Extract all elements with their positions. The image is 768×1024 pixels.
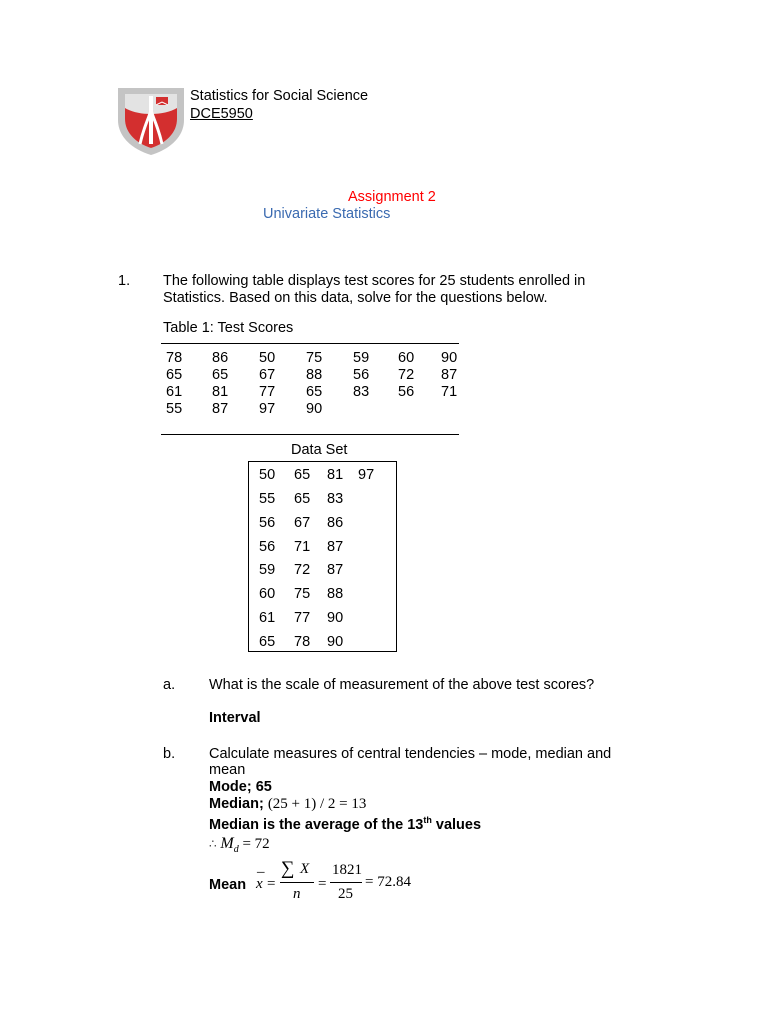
dataset-cell: 97: [358, 467, 375, 483]
median-note-text: Median is the average of the 13: [209, 817, 424, 833]
table-cell: 65: [212, 367, 229, 383]
dataset-cell: 56: [259, 515, 276, 531]
numerator: 1821: [332, 862, 362, 878]
table-cell: 67: [259, 367, 276, 383]
table-cell: 78: [166, 350, 183, 366]
dataset-cell: 55: [259, 491, 276, 507]
table-cell: 56: [398, 384, 415, 400]
table-cell: 55: [166, 401, 183, 417]
table-cell: 90: [306, 401, 323, 417]
mean-value: = 72.84: [365, 874, 411, 890]
part-b-question-line1: Calculate measures of central tendencies – mode, median and: [209, 746, 612, 762]
therefore-symbol: ∴: [209, 837, 217, 851]
part-b-label: b.: [163, 746, 176, 762]
fraction-line: [280, 882, 314, 883]
median-value: = 72: [242, 836, 270, 852]
dataset-cell: 56: [259, 539, 276, 555]
sample-size: n: [293, 886, 301, 902]
table-cell: 59: [353, 350, 370, 366]
table-cell: 87: [441, 367, 458, 383]
table-cell: 65: [166, 367, 183, 383]
university-logo: [116, 86, 186, 156]
dataset-cell: 50: [259, 467, 276, 483]
dataset-cell: 65: [259, 634, 276, 650]
table-cell: 72: [398, 367, 415, 383]
dataset-box: [248, 461, 397, 652]
table-cell: 83: [353, 384, 370, 400]
part-a-label: a.: [163, 677, 176, 693]
dataset-cell: 65: [294, 491, 311, 507]
part-a-answer: Interval: [209, 710, 261, 726]
table-bottom-rule: [161, 434, 459, 435]
median-label: Median;: [209, 796, 264, 812]
table-cell: 87: [212, 401, 229, 417]
median-note-sup: th: [423, 815, 432, 826]
median-symbol: M: [220, 835, 234, 852]
question-text: The following table displays test scores for 25 students enrolled in Statistics. Based on this data, solve for the questions below.: [163, 273, 586, 306]
dataset-cell: 65: [294, 467, 311, 483]
table-top-rule: [161, 343, 459, 344]
table-cell: 56: [353, 367, 370, 383]
median-subscript: d: [233, 844, 239, 855]
dataset-cell: 86: [327, 515, 344, 531]
sum-variable: X: [300, 861, 310, 877]
dataset-cell: 71: [294, 539, 311, 555]
table-cell: 77: [259, 384, 276, 400]
part-a-question: What is the scale of measurement of the above test scores?: [209, 677, 595, 693]
dataset-title: Data Set: [291, 442, 348, 458]
table-cell: 50: [259, 350, 276, 366]
course-name: Statistics for Social Science: [190, 88, 369, 104]
table-cell: 60: [398, 350, 415, 366]
table-cell: 75: [306, 350, 323, 366]
table-cell: 88: [306, 367, 323, 383]
dataset-cell: 78: [294, 634, 311, 650]
table-cell: 86: [212, 350, 229, 366]
question-number: 1.: [118, 273, 131, 289]
sum-symbol: ∑: [281, 858, 295, 879]
dataset-cell: 90: [327, 610, 344, 626]
dataset-cell: 60: [259, 586, 276, 602]
table-cell: 61: [166, 384, 183, 400]
median-note-tail: values: [431, 817, 482, 833]
assignment-title: Assignment 2: [348, 189, 436, 205]
mean-label: Mean: [209, 877, 247, 893]
dataset-cell: 87: [327, 562, 344, 578]
dataset-cell: 75: [294, 586, 311, 602]
median-note: [209, 817, 481, 833]
fraction-line: [330, 882, 362, 883]
table-cell: 90: [441, 350, 458, 366]
median-result: [209, 835, 270, 855]
x-bar: – x: [256, 864, 265, 892]
dataset-cell: 88: [327, 586, 344, 602]
dataset-cell: 77: [294, 610, 311, 626]
median-formula: (25 + 1) / 2 = 13: [267, 796, 367, 812]
dataset-cell: 59: [259, 562, 276, 578]
dataset-cell: 83: [327, 491, 344, 507]
table-cell: 81: [212, 384, 229, 400]
part-b-question-line2: mean: [209, 762, 246, 778]
dataset-cell: 67: [294, 515, 311, 531]
table-cell: 97: [259, 401, 276, 417]
dataset-cell: 72: [294, 562, 311, 578]
dataset-cell: 61: [259, 610, 276, 626]
table-caption: Table 1: Test Scores: [163, 320, 294, 336]
dataset-cell: 81: [327, 467, 344, 483]
table-cell: 71: [441, 384, 458, 400]
mode-answer: Mode; 65: [209, 779, 272, 795]
assignment-subtitle: Univariate Statistics: [263, 206, 391, 222]
dataset-cell: 87: [327, 539, 344, 555]
table-cell: 65: [306, 384, 323, 400]
course-code: DCE5950: [190, 106, 253, 122]
dataset-cell: 90: [327, 634, 344, 650]
median-line: [209, 796, 366, 813]
denominator: 25: [338, 886, 353, 902]
